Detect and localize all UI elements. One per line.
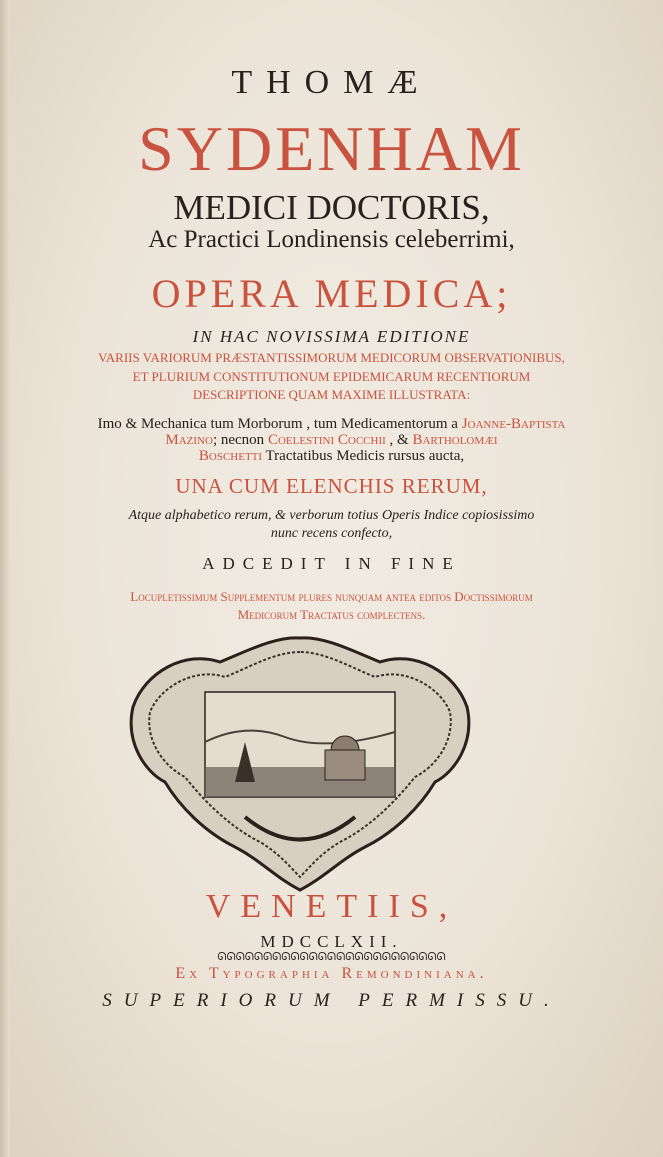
adcedit-line: ADCEDIT IN FINE (202, 554, 461, 573)
necnon-text: ; necnon (212, 432, 265, 448)
and-text: , & (389, 432, 409, 448)
supplement-line-1: Locupletissimum Supplementum plures nunquam antea editos Doctissimorum (130, 589, 533, 604)
name-boschetti: Boschetti (198, 448, 263, 464)
author-desc: Ac Practici Londinensis celeberrimi, (148, 226, 515, 253)
name-bartholomaei: Bartholomæi (412, 432, 498, 448)
engraved-vignette-image (125, 632, 475, 894)
supplement-line-2: Medicorum Tractatus complectens. (237, 607, 426, 622)
ornament-rule: ᘏᘏᘏᘏᘏᘏᘏᘏᘏᘏᘏᘏᘏᘏᘏᘏᘏᘏᘏᘏᘏᘏᘏᘏᘏ (217, 950, 446, 963)
permission-line: SUPERIORUM PERMISSU. (102, 990, 561, 1011)
imo-line-3 (0, 448, 663, 465)
printer-line: Ex Typographia Remondiniana. (175, 965, 488, 982)
atque-line-1: Atque alphabetico rerum, & verborum totius Operis Indice copiosissimo (128, 508, 535, 523)
author-title: MEDICI DOCTORIS, (173, 188, 490, 227)
una-cum-line: UNA CUM ELENCHIS RERUM, (175, 474, 488, 498)
atque-line-2: nunc recens confecto, (270, 526, 393, 541)
aucta-text: Tractatibus Medicis rursus aucta, (265, 448, 465, 464)
year-line: MDCCLXII. (260, 932, 403, 951)
author-first: THOMÆ (231, 64, 432, 101)
imo-line-1 (0, 416, 663, 433)
name-mazino-first: Joanne-Baptista (461, 416, 566, 432)
edition-line: IN HAC NOVISSIMA EDITIONE (192, 327, 471, 346)
desc-line-1: VARIIS VARIORUM PRÆSTANTISSIMORUM MEDICORUM OBSERVATIONIBUS, (98, 350, 565, 365)
author-last: SYDENHAM (138, 113, 525, 184)
name-mazino: Mazino (165, 432, 213, 448)
desc-line-2: ET PLURIUM CONSTITUTIONUM EPIDEMICARUM RECENTIORUM (132, 369, 531, 384)
desc-line-3: DESCRIPTIONE QUAM MAXIME ILLUSTRATA: (192, 387, 471, 402)
imo-text: Imo & Mechanica tum Morborum , tum Medicamentorum a (97, 416, 458, 432)
name-cocchii: Coelestini Cocchii (267, 432, 386, 448)
imo-line-2 (0, 432, 663, 449)
place-line: VENETIIS, (205, 888, 458, 925)
work-title: OPERA MEDICA; (151, 271, 512, 316)
